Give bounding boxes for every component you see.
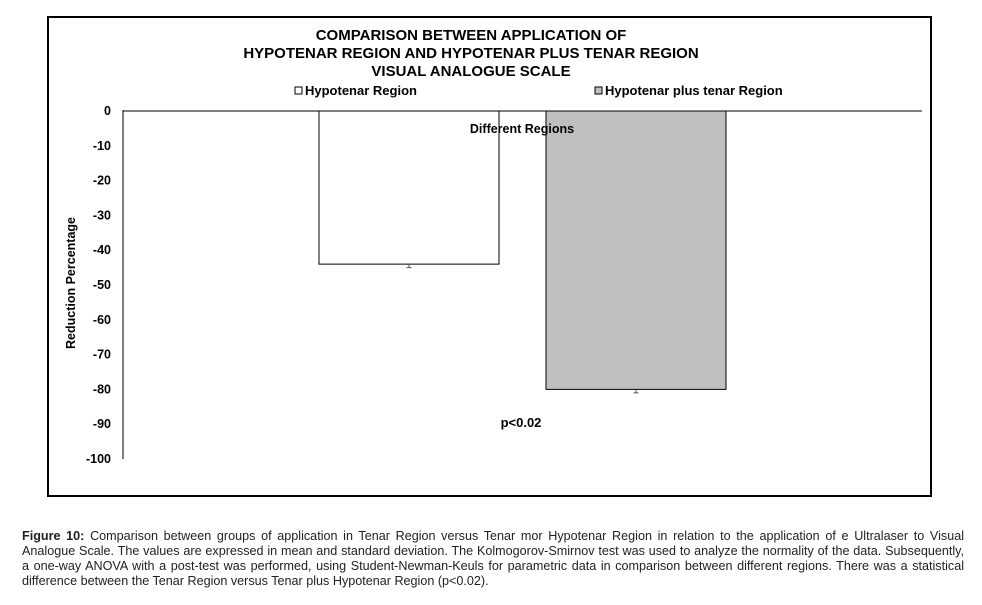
y-tick-label: -70 bbox=[92, 347, 111, 362]
chart-title-line: VISUAL ANALOGUE SCALE bbox=[371, 63, 571, 80]
figure-caption bbox=[22, 529, 964, 589]
y-tick-label: -40 bbox=[92, 243, 111, 258]
legend-label: Hypotenar plus tenar Region bbox=[605, 83, 783, 98]
y-tick-label: -10 bbox=[92, 138, 111, 153]
y-tick-label: -60 bbox=[92, 312, 111, 327]
y-tick-label: -20 bbox=[92, 173, 111, 188]
y-axis-title: Reduction Percentage bbox=[64, 217, 78, 349]
y-tick-label: -90 bbox=[92, 417, 111, 432]
chart-title-line: COMPARISON BETWEEN APPLICATION OF bbox=[315, 27, 627, 44]
chart-frame bbox=[47, 16, 932, 497]
caption-text: Comparison between groups of application in Tenar Region versus Tenar mor Hypotenar Region in relation to the application of e Ultralaser to Visual Analogue Scale. The values are expressed in mean and standard deviation. The Kolmogorov-Smirnov test was used to analyze the normality of the data. Subsequently, a one-way ANOVA with a post-test was performed, using Student-Newman-Keuls for parametric data in comparison between different regions. There was a statistical difference between the Tenar Region versus Tenar plus Hypotenar Region (p<0.02). bbox=[22, 529, 965, 588]
p-value-annotation: p<0.02 bbox=[500, 415, 542, 430]
legend-swatch bbox=[595, 87, 602, 94]
x-axis-title: Different Regions bbox=[469, 122, 575, 136]
bar-hypotenar-plus-tenar bbox=[546, 111, 726, 389]
legend-swatch bbox=[295, 87, 302, 94]
chart-legend bbox=[295, 83, 783, 98]
y-tick-label: -50 bbox=[92, 278, 111, 292]
bar-chart bbox=[49, 18, 930, 495]
caption-label: Figure 10: bbox=[22, 529, 85, 543]
y-tick-label: 0 bbox=[104, 104, 111, 118]
y-tick-label: -80 bbox=[92, 382, 111, 397]
y-tick-label: -30 bbox=[92, 208, 111, 223]
y-tick-label: -100 bbox=[85, 452, 111, 466]
chart-bars bbox=[319, 111, 726, 393]
chart-title-line: HYPOTENAR REGION AND HYPOTENAR PLUS TENAR REGION bbox=[243, 45, 699, 62]
chart-title bbox=[243, 27, 698, 80]
legend-label: Hypotenar Region bbox=[305, 83, 417, 98]
